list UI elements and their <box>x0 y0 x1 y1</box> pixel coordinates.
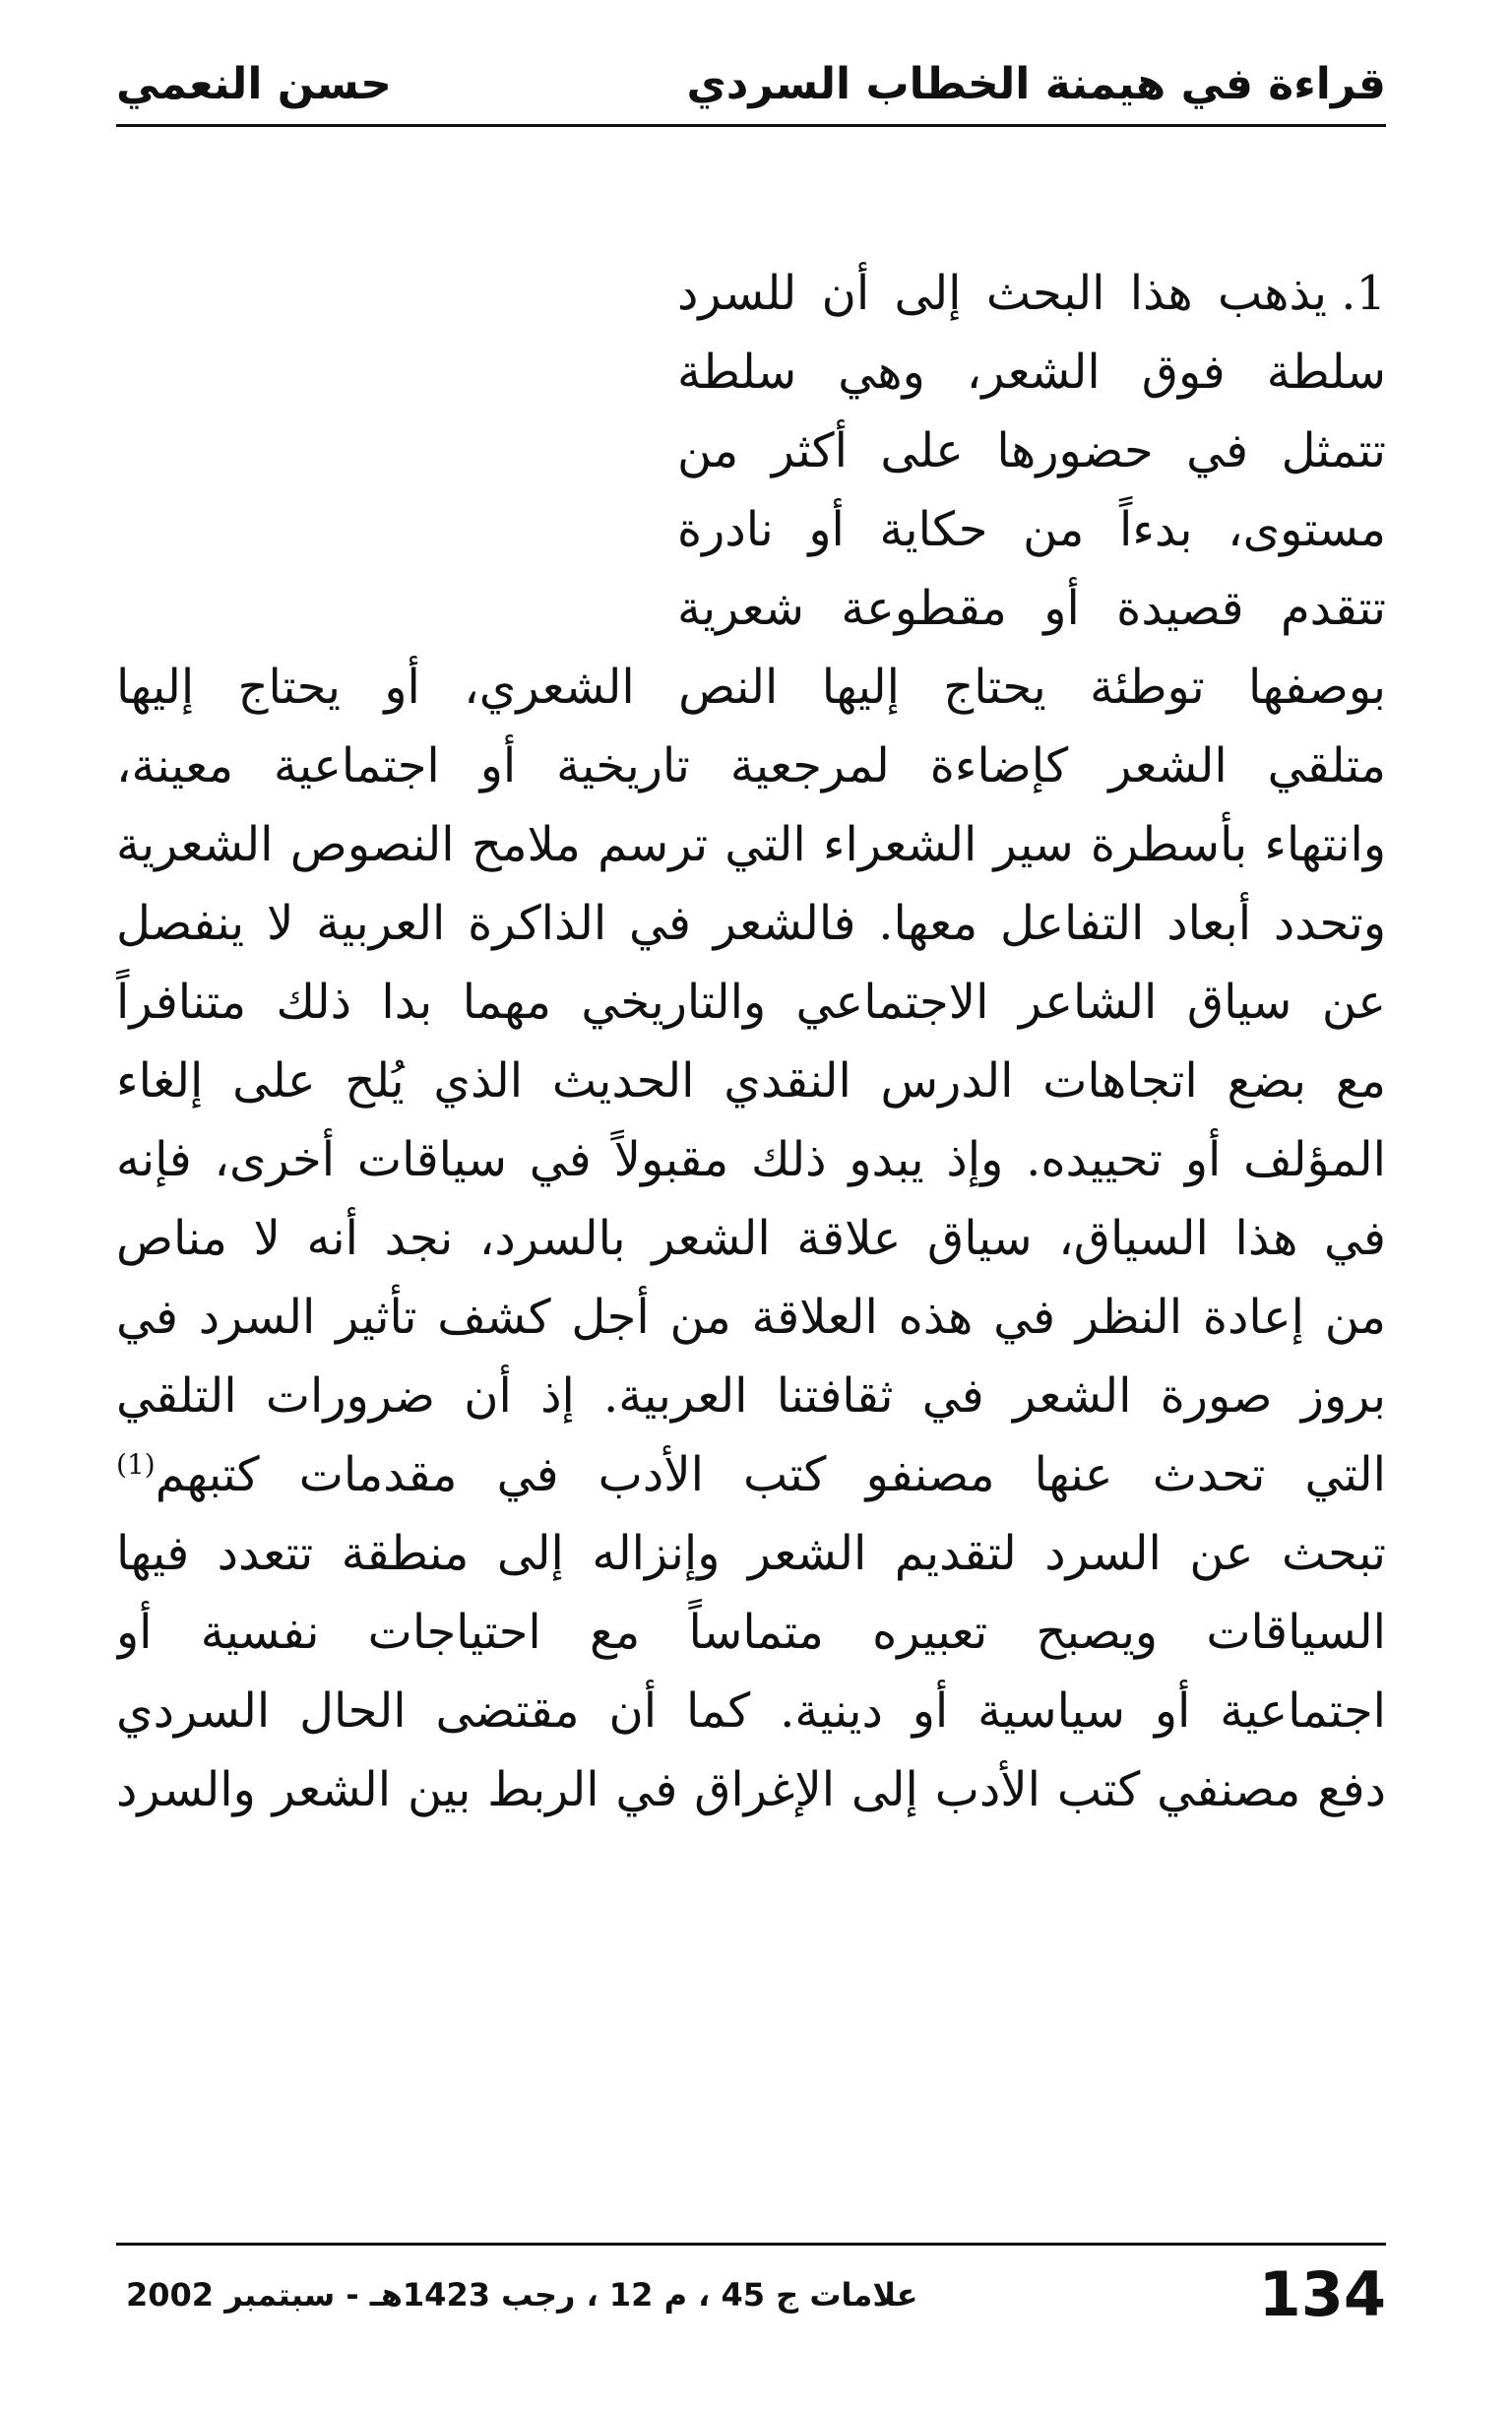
paragraph-line: من إعادة النظر في هذه العلاقة من أجل كشف تأثير السرد في <box>116 1290 1386 1345</box>
paragraph <box>116 648 1386 1829</box>
page-number: 134 <box>1258 2258 1386 2330</box>
paragraph-line: وانتهاء بأسطرة سير الشعراء التي ترسم ملامح النصوص الشعرية <box>116 817 1386 872</box>
point-line-5: تتقدم قصيدة أو مقطوعة شعرية <box>677 581 1386 636</box>
page-header <box>116 39 1386 127</box>
paragraph-line: في هذا السياق، سياق علاقة الشعر بالسرد، نجد أنه لا مناص <box>116 1211 1386 1266</box>
footnote-marker[interactable]: (1) <box>116 1448 156 1481</box>
running-title: قراءة في هيمنة الخطاب السردي <box>686 59 1386 109</box>
page-footer <box>116 2243 1386 2364</box>
paragraph-line: بروز صورة الشعر في ثقافتنا العربية. إذ أن ضرورات التلقي <box>116 1368 1386 1424</box>
body-text <box>116 254 1386 1829</box>
paragraph-line: مع بضع اتجاهات الدرس النقدي الحديث الذي يُلح على إلغاء <box>116 1053 1386 1109</box>
point-line-4: مستوى، بدءاً من حكاية أو نادرة <box>677 502 1386 557</box>
numbered-point <box>677 254 1386 648</box>
paragraph-line: السياقات ويصبح تعبيره متماساً مع احتياجات نفسية أو <box>116 1605 1386 1660</box>
paragraph-line-with-footnote: التي تحدث عنها مصنفو كتب الأدب في مقدمات كتبهم$^{(1)}$ <box>116 1447 1386 1502</box>
paragraph-line: متلقي الشعر كإضاءة لمرجعية تاريخية أو اجتماعية معينة، <box>116 738 1386 793</box>
paragraph-line: وتحدد أبعاد التفاعل معها. فالشعر في الذاكرة العربية لا ينفصل <box>116 896 1386 951</box>
running-author: حسن النعمي <box>116 59 392 109</box>
point-line-1: 1.يذهب هذا البحث إلى أن للسرد <box>677 254 1386 333</box>
journal-citation: علامات ج 45 ، م 12 ، رجب 1423هـ - سبتمبر 2002 <box>126 2276 918 2314</box>
point-line-3: تتمثل في حضورها على أكثر من <box>677 423 1386 478</box>
paragraph-line: بوصفها توطئة يحتاج إليها النص الشعري، أو يحتاج إليها <box>116 660 1386 715</box>
paragraph-line: المؤلف أو تحييده. وإذ يبدو ذلك مقبولاً في سياقات أخرى، فإنه <box>116 1132 1386 1187</box>
paragraph-line: دفع مصنفي كتب الأدب إلى الإغراق في الربط بين الشعر والسرد <box>116 1762 1386 1817</box>
point-line-2: سلطة فوق الشعر، وهي سلطة <box>677 345 1386 400</box>
paragraph-line: اجتماعية أو سياسية أو دينية. كما أن مقتضى الحال السردي <box>116 1683 1386 1739</box>
paragraph-line: عن سياق الشاعر الاجتماعي والتاريخي مهما بدا ذلك متنافراً <box>116 975 1386 1030</box>
point-number: 1. <box>1341 266 1386 321</box>
paragraph-line: تبحث عن السرد لتقديم الشعر وإنزاله إلى منطقة تتعدد فيها <box>116 1526 1386 1581</box>
